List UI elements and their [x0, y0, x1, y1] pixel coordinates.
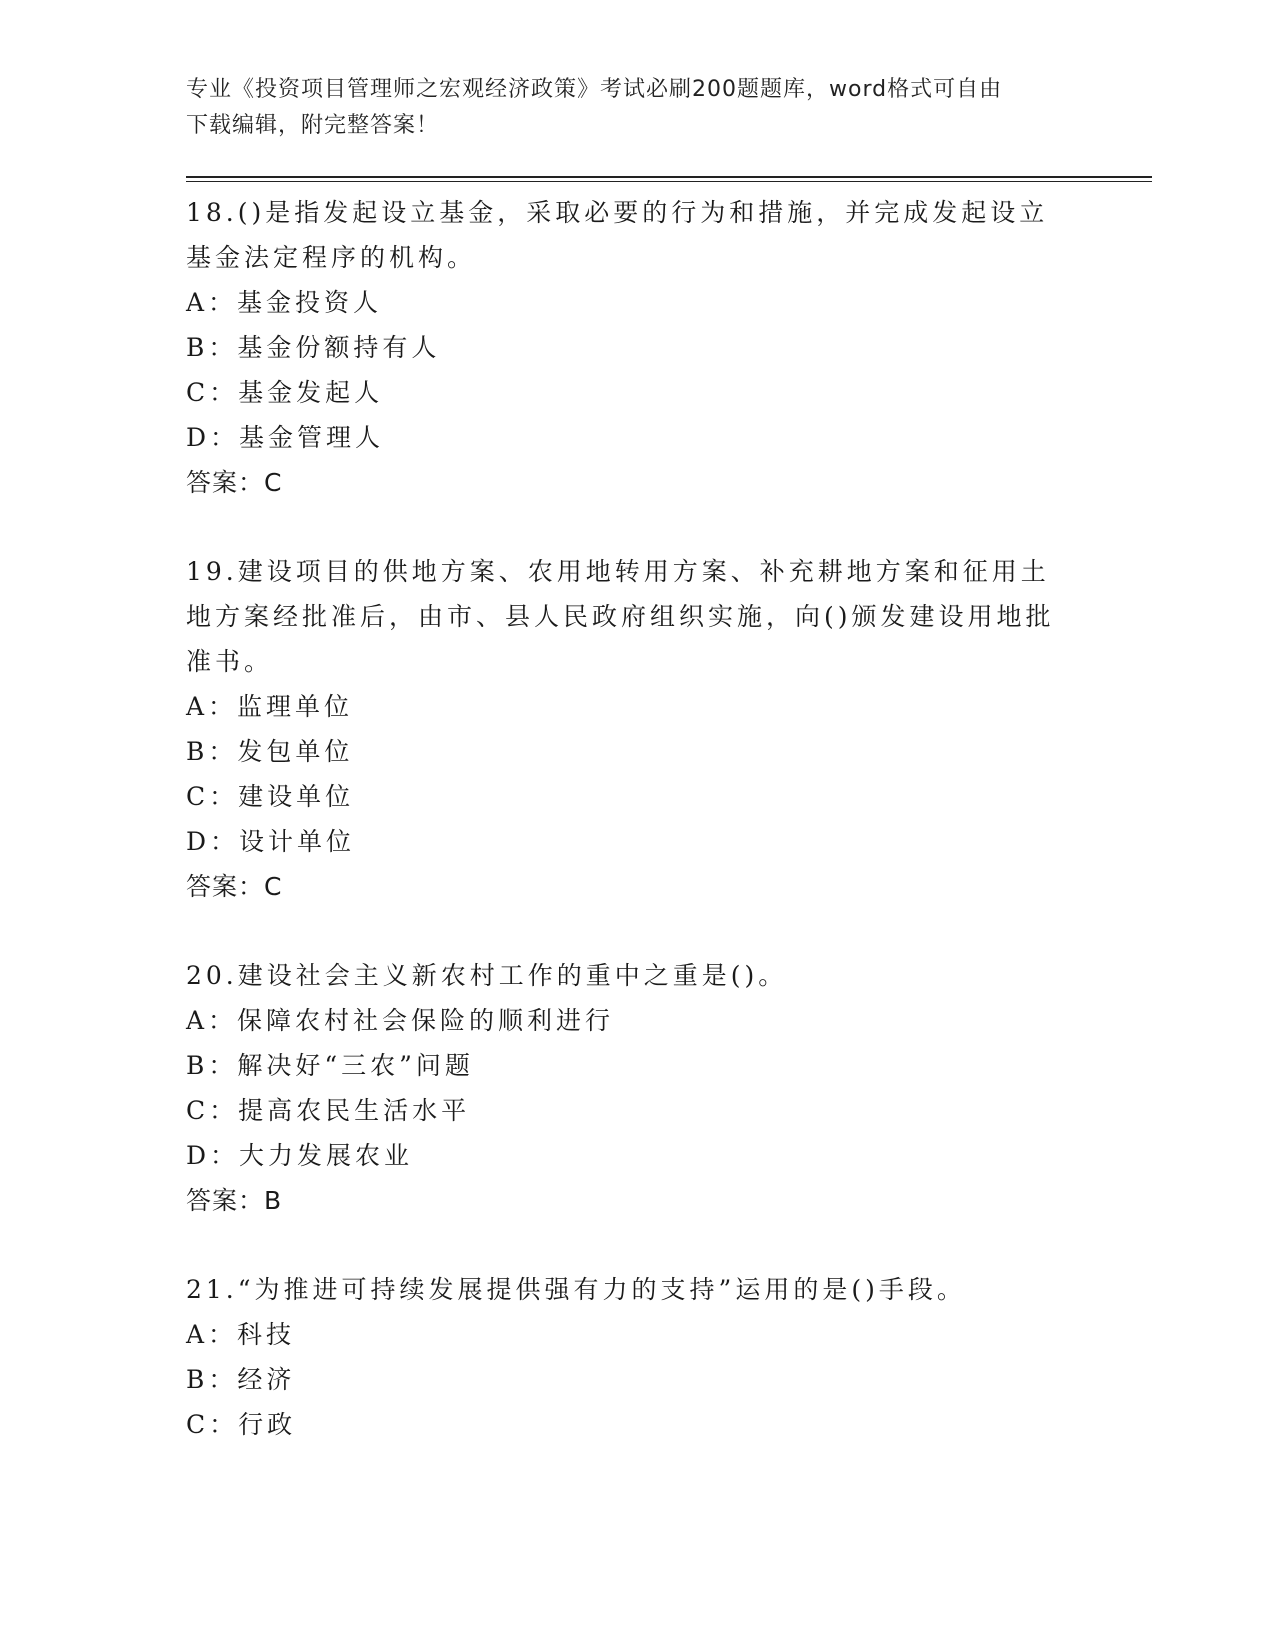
answer: 答案：C: [186, 468, 283, 497]
option-c: C：建设单位: [186, 782, 355, 811]
answer: 答案：B: [186, 1186, 283, 1215]
option-b: B：发包单位: [186, 737, 354, 766]
option-b: B：经济: [186, 1365, 296, 1394]
option-c: C：基金发起人: [186, 378, 384, 407]
question-list: [186, 190, 1086, 1491]
option-a: A：科技: [186, 1320, 296, 1349]
question-20: [186, 953, 1086, 1223]
question-text: 18.()是指发起设立基金，采取必要的行为和措施，并完成发起设立基金法定程序的机构。: [186, 198, 1049, 272]
question-text: 19.建设项目的供地方案、农用地转用方案、补充耕地方案和征用土地方案经批准后，由市、县人民政府组织实施，向()颁发建设用地批准书。: [186, 557, 1055, 676]
option-a: A：监理单位: [186, 692, 354, 721]
document-header: [186, 72, 1066, 144]
answer: 答案：C: [186, 872, 283, 901]
option-d: D：基金管理人: [186, 423, 385, 452]
option-a: A：保障农村社会保险的顺利进行: [186, 1006, 615, 1035]
header-divider-thin: [186, 181, 1152, 182]
question-19: [186, 549, 1086, 909]
option-d: D：大力发展农业: [186, 1141, 414, 1170]
question-text: 21.“为推进可持续发展提供强有力的支持”运用的是()手段。: [186, 1275, 966, 1304]
header-line-1: 专业《投资项目管理师之宏观经济政策》考试必刷200题题库，word格式可自由: [186, 77, 1003, 102]
header-divider: [186, 176, 1152, 178]
option-a: A：基金投资人: [186, 288, 383, 317]
option-c: C：行政: [186, 1410, 297, 1439]
header-line-2: 下载编辑，附完整答案！: [186, 113, 440, 138]
option-d: D：设计单位: [186, 827, 356, 856]
option-b: B：基金份额持有人: [186, 333, 441, 362]
question-text: 20.建设社会主义新农村工作的重中之重是()。: [186, 961, 788, 990]
option-b: B：解决好“三农”问题: [186, 1051, 474, 1080]
option-c: C：提高农民生活水平: [186, 1096, 471, 1125]
question-21: [186, 1267, 1086, 1447]
question-18: [186, 190, 1086, 505]
